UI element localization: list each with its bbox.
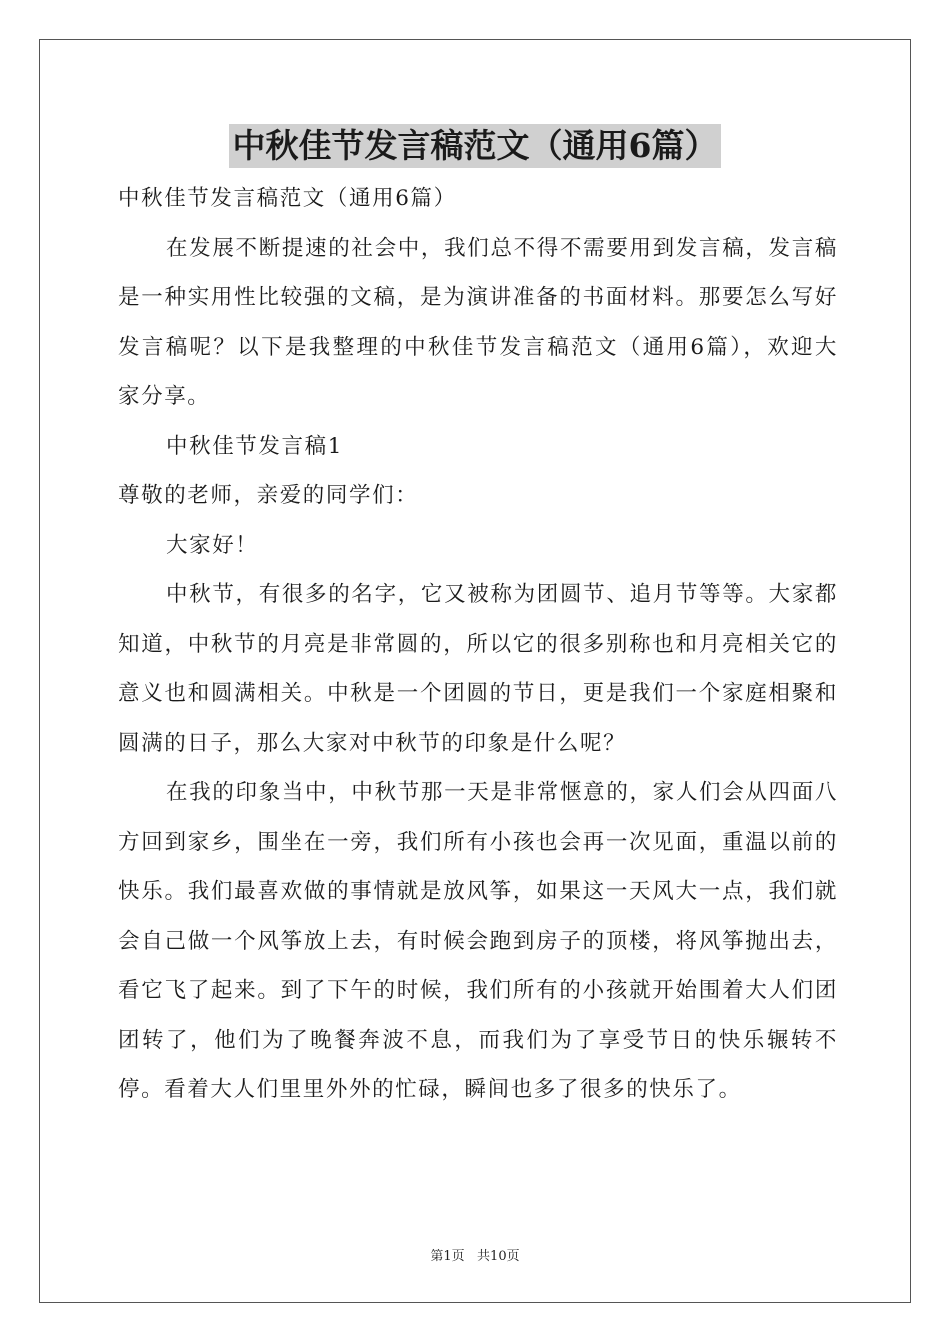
paragraph-body-2: 在我的印象当中，中秋节那一天是非常惬意的，家人们会从四面八方回到家乡，围坐在一旁，我们所有小孩也会再一次见面，重温以前的快乐。我们最喜欢做的事情就是放风筝，如果这一天风大一点，我们就会自己做一个风筝放上去，有时候会跑到房子的顶楼，将风筝抛出去，看它飞了起来。到了下午的时候，我们所有的小孩就开始围着大人们团团转了，他们为了晚餐奔波不息，而我们为了享受节日的快乐辗转不停。看着大人们里里外外的忙碌，瞬间也多了很多的快乐了。 [118, 780, 838, 1102]
paragraph-body-1: 中秋节，有很多的名字，它又被称为团圆节、追月节等等。大家都知道，中秋节的月亮是非常圆的，所以它的很多别称也和月亮相关它的意义也和圆满相关。中秋是一个团圆的节日，更是我们一个家庭相聚和圆满的日子，那么大家对中秋节的印象是什么呢？ [118, 582, 838, 756]
paragraph-greeting: 大家好！ [166, 532, 259, 558]
document-title: 中秋佳节发言稿范文（通用6篇） [229, 124, 722, 168]
paragraph-salutation: 尊敬的老师，亲爱的同学们： [118, 483, 419, 508]
paragraph-subtitle: 中秋佳节发言稿范文（通用6篇） [118, 186, 457, 211]
title-container [0, 124, 950, 168]
section-heading: 中秋佳节发言稿1 [166, 433, 343, 459]
page-footer: 第1页 共10页 [430, 1249, 520, 1264]
document-body [118, 174, 838, 1115]
paragraph-intro: 在发展不断提速的社会中，我们总不得不需要用到发言稿，发言稿是一种实用性比较强的文稿，是为演讲准备的书面材料。那要怎么写好发言稿呢？以下是我整理的中秋佳节发言稿范文（通用6篇），欢迎大家分享。 [118, 235, 838, 409]
